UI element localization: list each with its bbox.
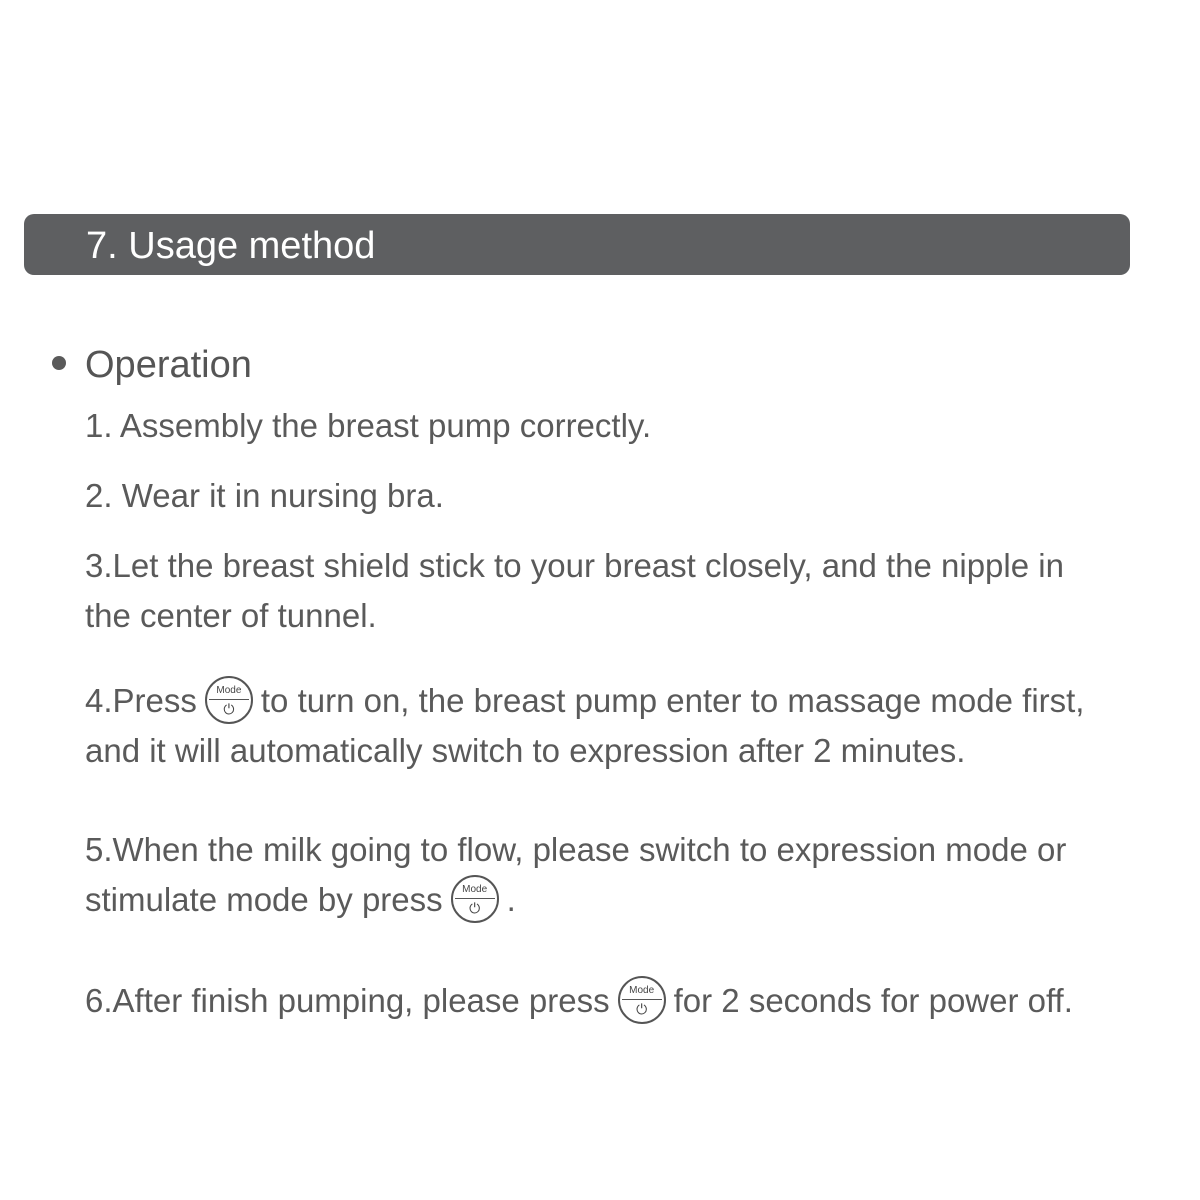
step-5-line-1: 5.When the milk going to flow, please switch to expression mode or	[85, 831, 1067, 868]
step-6-prefix: 6.After finish pumping, please press	[85, 982, 610, 1019]
mode-label: Mode	[216, 685, 242, 696]
step-3-line-2: the center of tunnel.	[85, 597, 377, 634]
step-6-suffix: for 2 seconds for power off.	[673, 982, 1073, 1019]
mode-power-button-icon	[618, 976, 666, 1024]
step-4-prefix: 4.Press	[85, 682, 197, 719]
operation-heading: Operation	[85, 344, 252, 386]
step-3-line-1: 3.Let the breast shield stick to your breast closely, and the nipple in	[85, 547, 1064, 584]
power-icon: ⏻	[469, 900, 481, 916]
mode-label: Mode	[462, 884, 488, 895]
step-5-line-2	[85, 875, 1180, 925]
step-5	[85, 825, 1180, 925]
mode-label: Mode	[629, 985, 655, 996]
step-5-suffix: .	[506, 881, 516, 918]
mode-divider	[209, 699, 249, 700]
mode-divider	[455, 898, 495, 899]
step-2-text: 2. Wear it in nursing bra.	[85, 477, 444, 514]
step-4-line-1	[85, 676, 1180, 726]
step-6-line-1	[85, 976, 1180, 1026]
mode-divider	[622, 999, 662, 1000]
step-1	[85, 401, 1180, 451]
power-icon: ⏻	[223, 701, 235, 717]
step-4	[85, 676, 1180, 776]
mode-power-button-icon	[205, 676, 253, 724]
section-title: 7. Usage method	[86, 225, 376, 267]
step-4-line-2: and it will automatically switch to expression after 2 minutes.	[85, 732, 966, 769]
step-5-prefix: stimulate mode by press	[85, 881, 443, 918]
step-6	[85, 976, 1180, 1026]
step-2	[85, 471, 1180, 521]
power-icon: ⏻	[636, 1001, 648, 1017]
bullet-dot	[52, 356, 66, 370]
step-3	[85, 541, 1180, 641]
section-header-bar	[24, 214, 1130, 275]
step-1-text: 1. Assembly the breast pump correctly.	[85, 407, 652, 444]
mode-power-button-icon	[451, 875, 499, 923]
step-4-suffix: to turn on, the breast pump enter to massage mode first,	[260, 682, 1085, 719]
